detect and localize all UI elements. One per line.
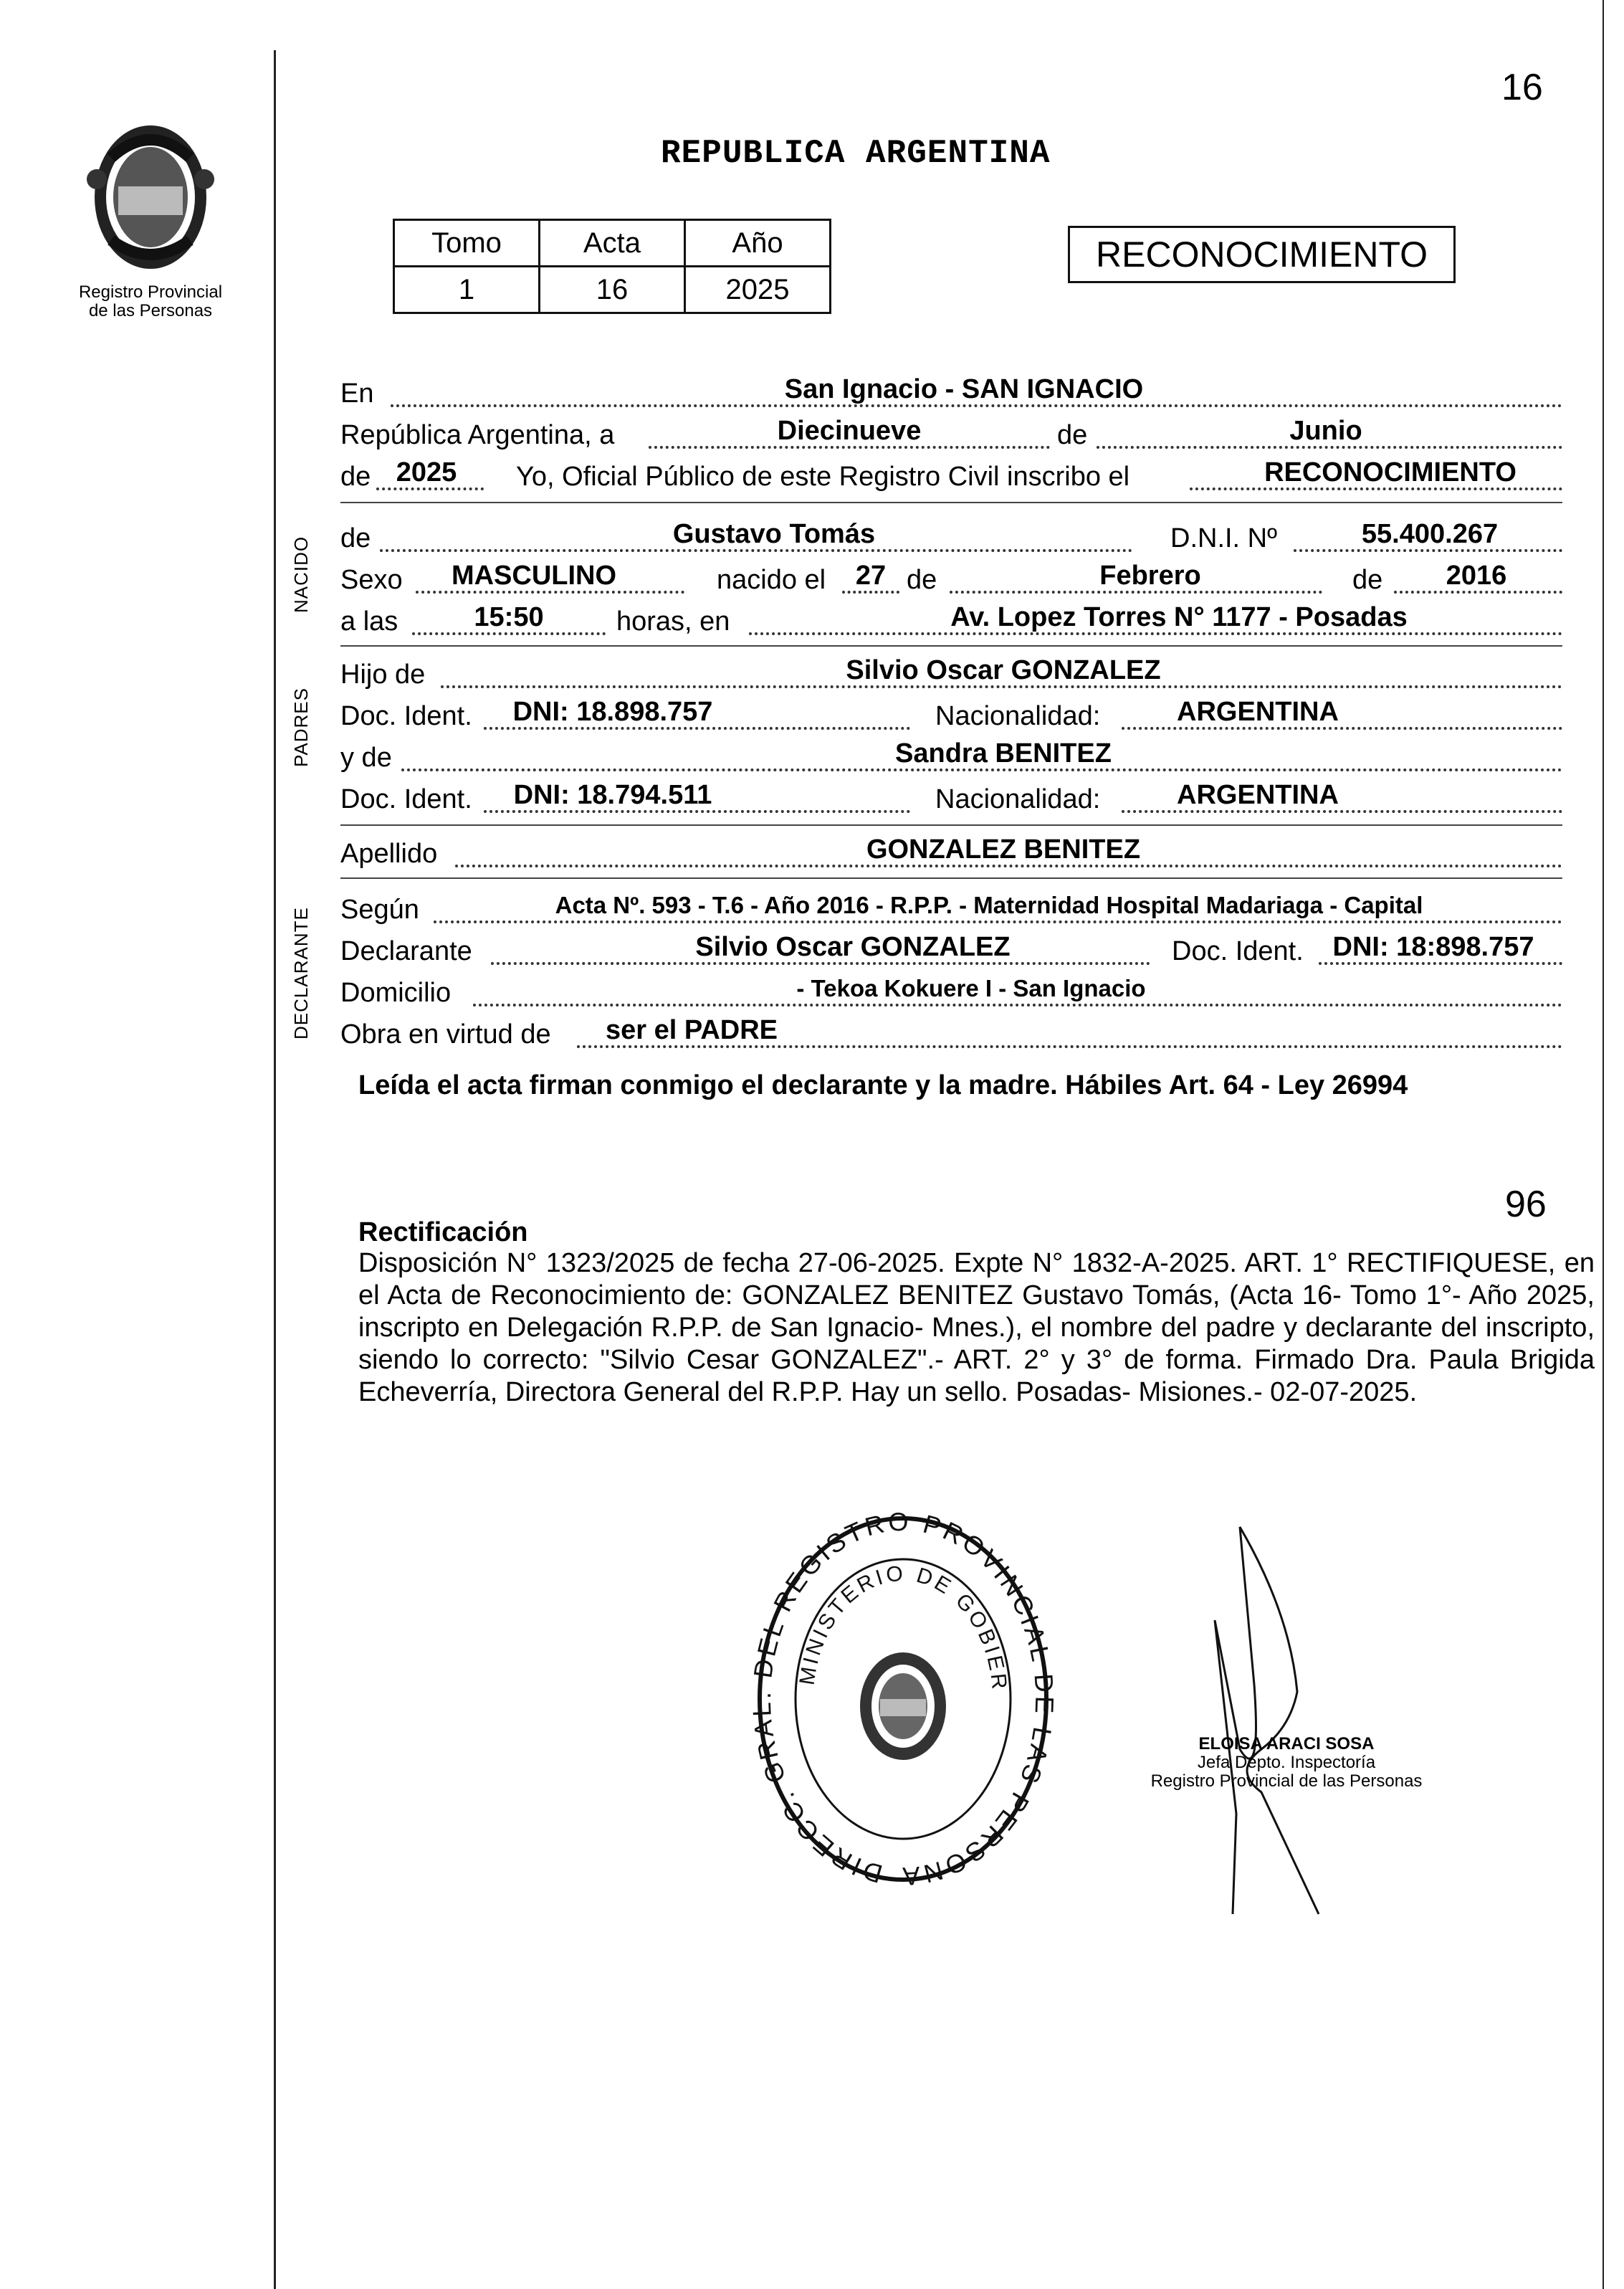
label-de: de	[1057, 420, 1088, 450]
row-en	[340, 373, 1562, 414]
row-declarante	[340, 931, 1562, 972]
signature	[1154, 1513, 1369, 1921]
section-divider	[340, 502, 1562, 503]
table-header-acta: Acta	[540, 220, 685, 267]
label-de: de	[907, 565, 937, 595]
value-padre-doc: DNI: 18.898.757	[512, 697, 713, 727]
row-inscribo	[340, 456, 1562, 498]
label-hora: a las	[340, 606, 398, 637]
value-anio: 2025	[396, 457, 457, 487]
section-label-nacido: NACIDO	[290, 536, 312, 613]
value-lugar-nacimiento: Av. Lopez Torres N° 1177 - Posadas	[950, 602, 1408, 632]
label-de: de	[340, 462, 371, 492]
value-madre: Sandra BENITEZ	[895, 738, 1112, 768]
label-hijo: Hijo de	[340, 660, 426, 690]
table-header-tomo: Tomo	[394, 220, 540, 267]
label-apellido: Apellido	[340, 839, 438, 869]
value-nombre: Gustavo Tomás	[672, 519, 876, 549]
value-nacimiento-mes: Febrero	[1099, 561, 1201, 591]
page-number: 16	[1501, 67, 1543, 108]
value-dia: Diecinueve	[777, 416, 922, 446]
value-madre-nacionalidad: ARGENTINA	[1177, 780, 1339, 810]
row-madre-doc	[340, 779, 1562, 820]
stamp-outer-text: DIRECC. GR EL REGISTRO PROVINCIAL AS PERSONA	[753, 1506, 1054, 1885]
acta-table	[393, 219, 831, 314]
label-nacionalidad: Nacionalidad:	[935, 784, 1101, 814]
label-de: de	[340, 523, 371, 553]
label-de: de	[1352, 565, 1383, 595]
table-value-acta: 16	[540, 267, 685, 313]
row-padre	[340, 654, 1562, 695]
row-domicilio	[340, 972, 1562, 1014]
row-sexo	[340, 559, 1562, 601]
value-obra: ser el PADRE	[605, 1015, 778, 1045]
value-nacimiento-anio: 2016	[1446, 561, 1507, 591]
value-declarante-doc: DNI: 18:898.757	[1332, 932, 1534, 962]
row-madre	[340, 737, 1562, 779]
official-stamp	[753, 1498, 1054, 1885]
label-doc-ident: Doc. Ident.	[1172, 936, 1304, 966]
stamp-inner-text: MINISTERIO DE GOBIER	[795, 1561, 1012, 1693]
row-obra	[340, 1014, 1562, 1055]
row-hora	[340, 601, 1562, 642]
label-y-de: y de	[340, 743, 392, 773]
label-segun: Según	[340, 895, 419, 925]
section-label-declarante: DECLARANTE	[290, 907, 312, 1039]
row-apellido	[340, 833, 1562, 875]
value-lugar-inscripcion: San Ignacio - SAN IGNACIO	[784, 374, 1144, 404]
table-value-anio: 2025	[685, 267, 831, 313]
margin-number: 96	[1505, 1184, 1547, 1225]
right-margin-rule	[1602, 0, 1604, 2289]
section-divider	[340, 877, 1562, 879]
signer-org: Registro Provincial de las Personas	[1150, 1771, 1423, 1791]
value-apellido: GONZALEZ BENITEZ	[866, 834, 1141, 865]
table-value-tomo: 1	[394, 267, 540, 313]
label-obra: Obra en virtud de	[340, 1019, 551, 1050]
section-label-padres: PADRES	[290, 687, 312, 767]
value-padre: Silvio Oscar GONZALEZ	[846, 655, 1161, 685]
logo-caption-line-2: de las Personas	[88, 301, 213, 320]
row-padre-doc	[340, 695, 1562, 737]
value-padre-nacionalidad: ARGENTINA	[1177, 697, 1339, 727]
table-header-anio: Año	[685, 220, 831, 267]
label-en: En	[340, 379, 374, 409]
province-logo	[68, 115, 233, 280]
label-republica: República Argentina, a	[340, 420, 615, 450]
left-margin-rule	[274, 50, 276, 2289]
value-dni: 55.400.267	[1361, 519, 1499, 549]
label-declarante: Declarante	[340, 936, 472, 966]
value-domicilio: - Tekoa Kokuere I - San Ignacio	[796, 975, 1146, 1001]
country-title: REPUBLICA ARGENTINA	[661, 135, 1051, 172]
section-divider	[340, 824, 1562, 826]
value-segun: Acta Nº. 593 - T.6 - Año 2016 - R.P.P. - Maternidad Hospital Madariaga - Capital	[555, 892, 1423, 918]
label-inscribo: Yo, Oficial Público de este Registro Civil inscribo el	[516, 462, 1130, 492]
label-sexo: Sexo	[340, 565, 403, 595]
row-nombre	[340, 518, 1562, 559]
label-dni: D.N.I. Nº	[1170, 523, 1277, 553]
label-doc-ident: Doc. Ident.	[340, 701, 472, 731]
value-acto: RECONOCIMIENTO	[1264, 457, 1516, 487]
value-nacimiento-dia: 27	[855, 561, 887, 591]
logo-caption-line-1: Registro Provincial	[78, 282, 223, 302]
value-sexo: MASCULINO	[451, 561, 617, 591]
value-mes: Junio	[1289, 416, 1362, 446]
value-declarante: Silvio Oscar GONZALEZ	[695, 932, 1011, 962]
label-horas-en: horas, en	[616, 606, 730, 637]
row-fecha	[340, 414, 1562, 456]
signature-block	[1114, 1735, 1458, 1791]
logo-caption	[32, 283, 269, 320]
value-madre-doc: DNI: 18.794.511	[513, 780, 712, 810]
closing-statement: Leída el acta firman conmigo el declarante y la madre. Hábiles Art. 64 - Ley 26994	[358, 1070, 1408, 1100]
label-doc-ident: Doc. Ident.	[340, 784, 472, 814]
rectificacion-title: Rectificación	[358, 1217, 528, 1247]
signer-name: ELOISA ARACI SOSA	[1198, 1734, 1375, 1753]
rectificacion-body: Disposición N° 1323/2025 de fecha 27-06-2025. Expte N° 1832-A-2025. ART. 1° RECTIFIQUESE, en el Acta de Reconocimiento de: GONZALEZ BENITEZ Gustavo Tomás, (Acta 16- Tomo 1°- Año 2025, inscripto en Delegación R.P.P. de San Ignacio- Mnes.), el nombre del padre y declarante del inscripto, siendo lo correcto: "Silvio Cesar GONZALEZ".- ART. 2° y 3° de forma. Firmado Dra. Paula Brigida Echeverría, Directora General del R.P.P. Hay un sello. Posadas- Misiones.- 02-07-2025.	[358, 1248, 1595, 1407]
value-hora: 15:50	[474, 602, 544, 632]
label-nacionalidad: Nacionalidad:	[935, 701, 1101, 731]
label-nacido: nacido el	[717, 565, 826, 595]
section-divider	[340, 645, 1562, 647]
label-domicilio: Domicilio	[340, 978, 452, 1008]
document-type-box: RECONOCIMIENTO	[1068, 226, 1456, 283]
signer-role: Jefa Depto. Inspectoría	[1197, 1753, 1376, 1772]
row-segun	[340, 889, 1562, 931]
stamp-emblem-icon	[860, 1652, 946, 1760]
